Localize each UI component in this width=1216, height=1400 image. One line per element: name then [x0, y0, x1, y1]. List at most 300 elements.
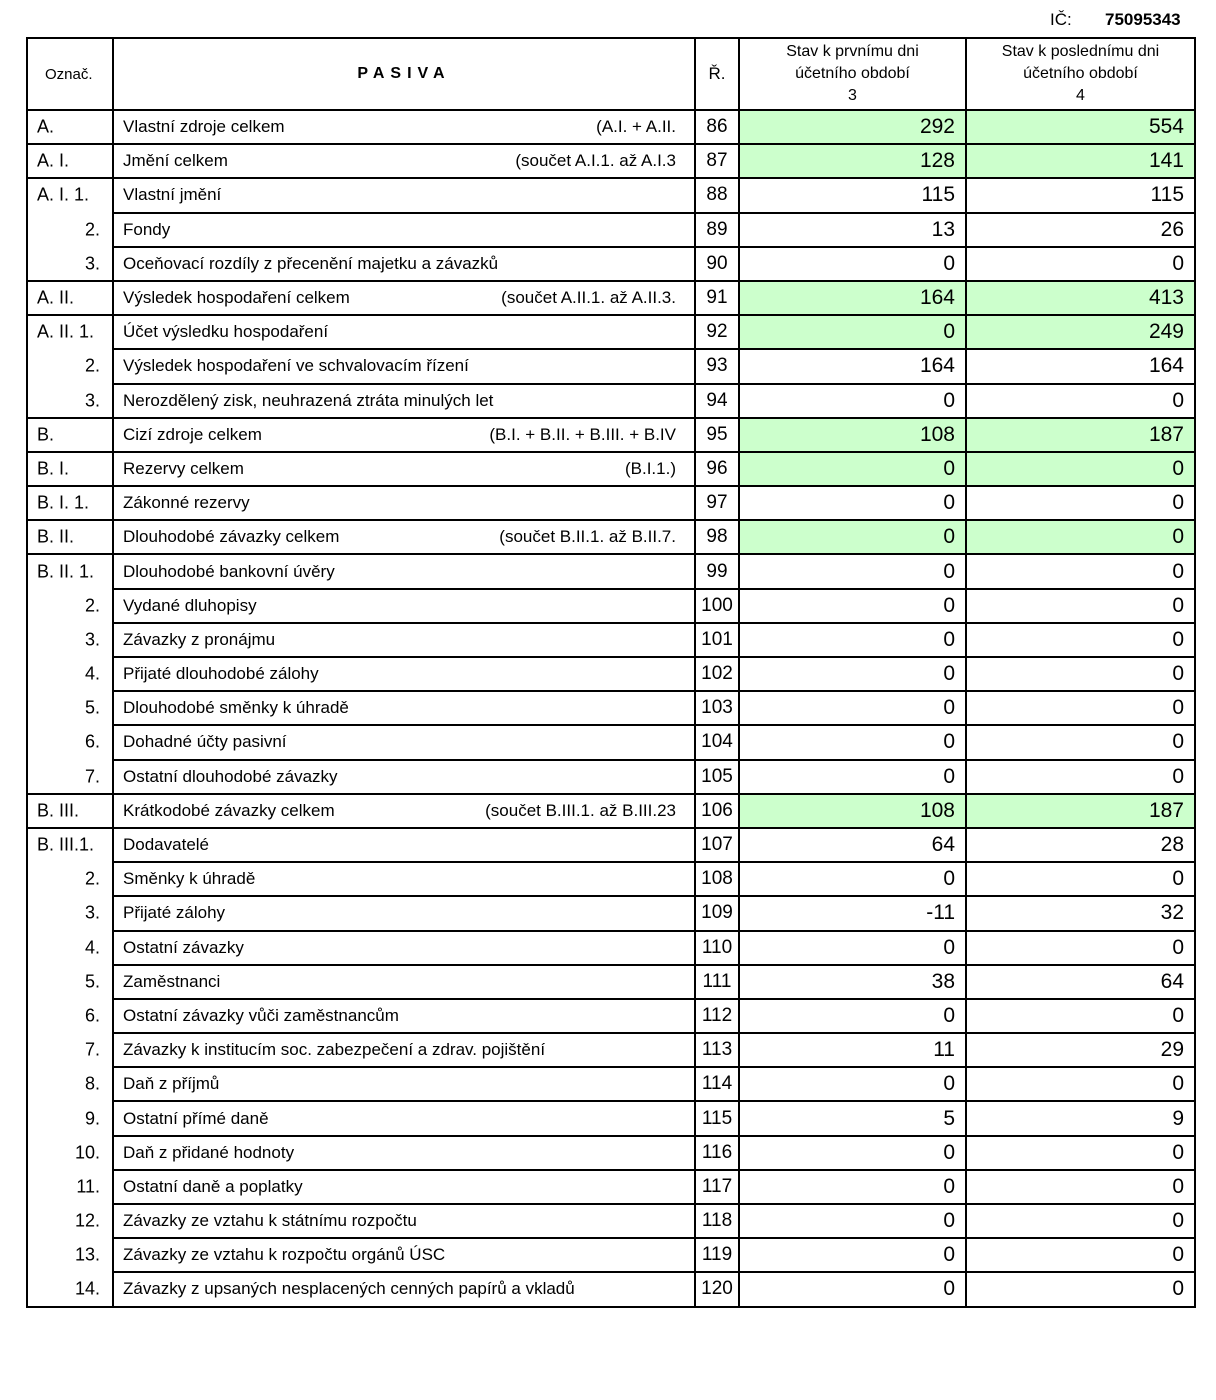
ic-label: IČ: — [1050, 10, 1072, 29]
value-last-day: 0 — [966, 452, 1195, 486]
row-designation — [27, 1101, 113, 1135]
row-designation — [27, 794, 113, 828]
row-formula: (B.I. + B.II. + B.III. + B.IV — [489, 424, 676, 444]
value-last-day: 0 — [966, 1238, 1195, 1272]
row-name-cell — [113, 520, 695, 554]
pasiva-table — [26, 37, 1196, 1308]
value-last-day: 141 — [966, 144, 1195, 178]
row-number: 107 — [695, 828, 739, 862]
designation-main: B. III. — [37, 800, 80, 821]
row-name-cell — [113, 1033, 695, 1067]
row-name: Cizí zdroje celkem — [123, 424, 262, 444]
header-col4-number: 4 — [1076, 87, 1085, 104]
row-designation — [27, 1067, 113, 1101]
table-row — [27, 1101, 1195, 1135]
value-last-day: 9 — [966, 1101, 1195, 1135]
row-number: 103 — [695, 691, 739, 725]
row-formula: (součet A.I.1. až A.I.3 — [515, 151, 676, 171]
row-name-cell — [113, 1101, 695, 1135]
row-designation — [27, 213, 113, 247]
value-first-day: 0 — [739, 1204, 966, 1238]
value-last-day: 0 — [966, 691, 1195, 725]
table-row — [27, 554, 1195, 588]
row-number: 112 — [695, 999, 739, 1033]
row-name-cell — [113, 1067, 695, 1101]
row-number: 91 — [695, 281, 739, 315]
header-row-number: Ř. — [695, 38, 739, 110]
row-name-cell — [113, 486, 695, 520]
value-first-day: 11 — [739, 1033, 966, 1067]
designation-main: A. I. 1. — [37, 184, 90, 205]
row-name-cell — [113, 554, 695, 588]
designation-sub: 7. — [84, 766, 100, 787]
row-name: Dohadné účty pasivní — [123, 732, 287, 752]
table-row — [27, 349, 1195, 383]
value-last-day: 0 — [966, 1067, 1195, 1101]
row-designation — [27, 589, 113, 623]
value-first-day: 0 — [739, 760, 966, 794]
row-formula: (součet B.II.1. až B.II.7. — [499, 527, 676, 547]
value-first-day: 164 — [739, 281, 966, 315]
value-last-day: 0 — [966, 657, 1195, 691]
table-row — [27, 1204, 1195, 1238]
header-col4 — [966, 38, 1195, 110]
row-name-cell — [113, 315, 695, 349]
ic-field — [1050, 10, 1181, 30]
row-name: Dlouhodobé závazky celkem — [123, 527, 340, 547]
designation-main: B. I. 1. — [37, 492, 90, 513]
value-last-day: 0 — [966, 1170, 1195, 1204]
row-name-cell — [113, 862, 695, 896]
row-designation — [27, 828, 113, 862]
row-designation — [27, 1238, 113, 1272]
table-row — [27, 1067, 1195, 1101]
row-number: 98 — [695, 520, 739, 554]
row-name-cell — [113, 1204, 695, 1238]
row-name-cell — [113, 760, 695, 794]
row-designation — [27, 1136, 113, 1170]
value-last-day: 0 — [966, 486, 1195, 520]
row-name: Výsledek hospodaření ve schvalovacím řízení — [123, 356, 469, 376]
row-name: Závazky ze vztahu k rozpočtu orgánů ÚSC — [123, 1245, 446, 1265]
value-first-day: 128 — [739, 144, 966, 178]
row-number: 88 — [695, 178, 739, 212]
row-name: Závazky k institucím soc. zabezpečení a zdrav. pojištění — [123, 1040, 546, 1060]
row-designation — [27, 965, 113, 999]
row-designation — [27, 418, 113, 452]
row-formula: (B.I.1.) — [624, 458, 676, 478]
row-name: Zaměstnanci — [123, 971, 221, 991]
row-name-cell — [113, 691, 695, 725]
designation-sub: 11. — [76, 1176, 100, 1197]
value-first-day: 0 — [739, 520, 966, 554]
designation-sub: 3. — [84, 902, 100, 923]
table-row — [27, 691, 1195, 725]
row-name: Ostatní závazky vůči zaměstnancům — [123, 1005, 399, 1025]
row-name: Ostatní dlouhodobé závazky — [123, 766, 338, 786]
header-col3-line2: účetního období — [795, 65, 910, 82]
table-row — [27, 965, 1195, 999]
row-name-cell — [113, 657, 695, 691]
row-name: Ostatní přímé daně — [123, 1108, 269, 1128]
table-header-row — [27, 38, 1195, 110]
row-name: Vlastní zdroje celkem — [123, 117, 285, 137]
row-designation — [27, 691, 113, 725]
row-name-cell — [113, 589, 695, 623]
row-name: Vlastní jmění — [123, 185, 222, 205]
value-last-day: 0 — [966, 725, 1195, 759]
row-designation — [27, 520, 113, 554]
row-name: Závazky z pronájmu — [123, 629, 276, 649]
row-name: Ostatní daně a poplatky — [123, 1176, 303, 1196]
designation-main: B. I. — [37, 458, 70, 479]
value-last-day: 64 — [966, 965, 1195, 999]
designation-sub: 2. — [84, 868, 100, 889]
designation-sub: 5. — [84, 697, 100, 718]
designation-sub: 4. — [84, 663, 100, 684]
designation-sub: 14. — [74, 1278, 100, 1299]
row-number: 117 — [695, 1170, 739, 1204]
designation-main: A. II. 1. — [37, 321, 95, 342]
header-col4-line1: Stav k poslednímu dni — [1001, 43, 1160, 60]
designation-main: B. II. — [37, 526, 75, 547]
row-designation — [27, 315, 113, 349]
value-last-day: 0 — [966, 589, 1195, 623]
designation-main: A. I. — [37, 150, 70, 171]
table-row — [27, 520, 1195, 554]
row-designation — [27, 725, 113, 759]
value-last-day: 29 — [966, 1033, 1195, 1067]
row-designation — [27, 1204, 113, 1238]
row-number: 120 — [695, 1272, 739, 1306]
table-row — [27, 213, 1195, 247]
row-number: 102 — [695, 657, 739, 691]
row-designation — [27, 281, 113, 315]
table-row — [27, 896, 1195, 930]
row-number: 113 — [695, 1033, 739, 1067]
value-last-day: 0 — [966, 1204, 1195, 1238]
value-first-day: 0 — [739, 554, 966, 588]
value-first-day: 0 — [739, 623, 966, 657]
value-first-day: 108 — [739, 418, 966, 452]
row-designation — [27, 349, 113, 383]
table-row — [27, 1272, 1195, 1306]
value-last-day: 0 — [966, 623, 1195, 657]
value-first-day: 0 — [739, 999, 966, 1033]
table-row — [27, 1033, 1195, 1067]
row-name-cell — [113, 896, 695, 930]
ic-value: 75095343 — [1105, 10, 1181, 29]
value-last-day: 164 — [966, 349, 1195, 383]
row-name: Přijaté dlouhodobé zálohy — [123, 664, 319, 684]
row-name-cell — [113, 794, 695, 828]
value-first-day: 0 — [739, 486, 966, 520]
value-first-day: 292 — [739, 110, 966, 144]
table-row — [27, 418, 1195, 452]
row-designation — [27, 1170, 113, 1204]
value-first-day: 0 — [739, 1136, 966, 1170]
table-row — [27, 452, 1195, 486]
value-first-day: 64 — [739, 828, 966, 862]
table-row — [27, 999, 1195, 1033]
designation-sub: 5. — [84, 971, 100, 992]
row-number: 115 — [695, 1101, 739, 1135]
header-oznac: Označ. — [27, 38, 113, 110]
row-name: Vydané dluhopisy — [123, 595, 257, 615]
row-designation — [27, 1272, 113, 1306]
designation-sub: 7. — [84, 1039, 100, 1060]
table-row — [27, 589, 1195, 623]
row-name-cell — [113, 828, 695, 862]
row-name: Krátkodobé závazky celkem — [123, 800, 335, 820]
designation-sub: 2. — [84, 595, 100, 616]
row-name-cell — [113, 999, 695, 1033]
table-row — [27, 828, 1195, 862]
designation-sub: 3. — [84, 390, 100, 411]
row-designation — [27, 554, 113, 588]
designation-sub: 8. — [84, 1073, 100, 1094]
table-row — [27, 623, 1195, 657]
designation-sub: 2. — [84, 219, 100, 240]
header-col4-line2: účetního období — [1023, 65, 1138, 82]
row-name: Závazky z upsaných nesplacených cenných papírů a vkladů — [123, 1279, 575, 1299]
table-row — [27, 247, 1195, 281]
row-name: Daň z příjmů — [123, 1074, 220, 1094]
value-first-day: 5 — [739, 1101, 966, 1135]
table-row — [27, 110, 1195, 144]
value-first-day: 108 — [739, 794, 966, 828]
row-number: 118 — [695, 1204, 739, 1238]
table-row — [27, 486, 1195, 520]
table-row — [27, 760, 1195, 794]
row-designation — [27, 896, 113, 930]
row-name: Oceňovací rozdíly z přecenění majetku a závazků — [123, 253, 499, 273]
table-row — [27, 144, 1195, 178]
row-number: 97 — [695, 486, 739, 520]
row-designation — [27, 452, 113, 486]
designation-sub: 13. — [74, 1244, 100, 1265]
row-number: 116 — [695, 1136, 739, 1170]
row-name: Přijaté zálohy — [123, 903, 226, 923]
value-last-day: 187 — [966, 418, 1195, 452]
value-last-day: 115 — [966, 178, 1195, 212]
row-name-cell — [113, 1136, 695, 1170]
row-designation — [27, 760, 113, 794]
row-number: 94 — [695, 384, 739, 418]
value-first-day: 38 — [739, 965, 966, 999]
value-last-day: 554 — [966, 110, 1195, 144]
value-first-day: 0 — [739, 247, 966, 281]
value-first-day: 0 — [739, 1272, 966, 1306]
row-designation — [27, 178, 113, 212]
row-name-cell — [113, 349, 695, 383]
row-number: 109 — [695, 896, 739, 930]
value-first-day: 0 — [739, 1170, 966, 1204]
row-formula: (součet B.III.1. až B.III.23 — [485, 800, 676, 820]
header-col3-number: 3 — [848, 87, 857, 104]
header-col3 — [739, 38, 966, 110]
value-last-day: 0 — [966, 999, 1195, 1033]
value-first-day: 164 — [739, 349, 966, 383]
value-first-day: -11 — [739, 896, 966, 930]
value-first-day: 0 — [739, 384, 966, 418]
row-number: 111 — [695, 965, 739, 999]
row-designation — [27, 931, 113, 965]
designation-sub: 3. — [84, 629, 100, 650]
row-name-cell — [113, 1170, 695, 1204]
row-name: Dodavatelé — [123, 835, 210, 855]
row-designation — [27, 384, 113, 418]
value-last-day: 0 — [966, 247, 1195, 281]
row-number: 92 — [695, 315, 739, 349]
table-row — [27, 281, 1195, 315]
row-designation — [27, 862, 113, 896]
row-name: Směnky k úhradě — [123, 869, 256, 889]
table-row — [27, 384, 1195, 418]
row-name-cell — [113, 931, 695, 965]
row-designation — [27, 486, 113, 520]
table-row — [27, 1170, 1195, 1204]
designation-main: A. II. — [37, 287, 75, 308]
value-first-day: 0 — [739, 315, 966, 349]
row-name-cell — [113, 281, 695, 315]
designation-sub: 4. — [84, 937, 100, 958]
designation-sub: 9. — [84, 1108, 100, 1129]
row-formula: (součet A.II.1. až A.II.3. — [501, 288, 676, 308]
row-name-cell — [113, 178, 695, 212]
value-first-day: 0 — [739, 862, 966, 896]
designation-main: B. II. 1. — [37, 561, 95, 582]
value-last-day: 413 — [966, 281, 1195, 315]
row-name: Závazky ze vztahu k státnímu rozpočtu — [123, 1211, 417, 1231]
row-number: 99 — [695, 554, 739, 588]
value-last-day: 249 — [966, 315, 1195, 349]
row-number: 106 — [695, 794, 739, 828]
row-number: 108 — [695, 862, 739, 896]
row-designation — [27, 1033, 113, 1067]
row-number: 119 — [695, 1238, 739, 1272]
designation-sub: 3. — [84, 253, 100, 274]
row-name-cell — [113, 965, 695, 999]
row-name: Daň z přidané hodnoty — [123, 1142, 295, 1162]
value-last-day: 0 — [966, 384, 1195, 418]
value-last-day: 0 — [966, 931, 1195, 965]
value-first-day: 0 — [739, 725, 966, 759]
row-number: 104 — [695, 725, 739, 759]
row-name-cell — [113, 110, 695, 144]
designation-sub: 6. — [84, 1005, 100, 1026]
table-row — [27, 315, 1195, 349]
row-name: Výsledek hospodaření celkem — [123, 288, 350, 308]
row-name-cell — [113, 144, 695, 178]
row-name-cell — [113, 452, 695, 486]
value-last-day: 0 — [966, 862, 1195, 896]
row-name: Nerozdělený zisk, neuhrazená ztráta minulých let — [123, 390, 494, 410]
row-name: Dlouhodobé bankovní úvěry — [123, 561, 335, 581]
table-row — [27, 862, 1195, 896]
row-number: 105 — [695, 760, 739, 794]
value-first-day: 0 — [739, 452, 966, 486]
value-last-day: 0 — [966, 760, 1195, 794]
row-number: 87 — [695, 144, 739, 178]
row-name-cell — [113, 725, 695, 759]
row-name-cell — [113, 213, 695, 247]
value-first-day: 13 — [739, 213, 966, 247]
value-last-day: 0 — [966, 554, 1195, 588]
value-last-day: 0 — [966, 520, 1195, 554]
row-name-cell — [113, 1272, 695, 1306]
value-first-day: 0 — [739, 931, 966, 965]
designation-sub: 2. — [84, 355, 100, 376]
table-row — [27, 178, 1195, 212]
designation-main: A. — [37, 116, 55, 137]
table-row — [27, 725, 1195, 759]
value-first-day: 0 — [739, 589, 966, 623]
row-number: 110 — [695, 931, 739, 965]
row-name-cell — [113, 623, 695, 657]
designation-sub: 12. — [74, 1210, 100, 1231]
row-designation — [27, 623, 113, 657]
row-number: 95 — [695, 418, 739, 452]
value-first-day: 0 — [739, 1238, 966, 1272]
designation-main: B. — [37, 424, 55, 445]
designation-main: B. III.1. — [37, 834, 95, 855]
value-first-day: 0 — [739, 1067, 966, 1101]
row-number: 114 — [695, 1067, 739, 1101]
row-number: 101 — [695, 623, 739, 657]
row-number: 89 — [695, 213, 739, 247]
value-first-day: 115 — [739, 178, 966, 212]
row-name: Jmění celkem — [123, 151, 228, 171]
value-last-day: 32 — [966, 896, 1195, 930]
value-last-day: 0 — [966, 1136, 1195, 1170]
header-col3-line1: Stav k prvnímu dni — [786, 43, 919, 60]
value-last-day: 28 — [966, 828, 1195, 862]
row-designation — [27, 657, 113, 691]
row-number: 93 — [695, 349, 739, 383]
value-last-day: 26 — [966, 213, 1195, 247]
row-formula: (A.I. + A.II. — [596, 117, 676, 137]
row-designation — [27, 144, 113, 178]
designation-sub: 10. — [74, 1142, 100, 1163]
row-number: 100 — [695, 589, 739, 623]
row-name: Rezervy celkem — [123, 458, 244, 478]
row-name: Zákonné rezervy — [123, 493, 250, 513]
row-name-cell — [113, 384, 695, 418]
value-last-day: 0 — [966, 1272, 1195, 1306]
row-name: Dlouhodobé směnky k úhradě — [123, 698, 349, 718]
row-name-cell — [113, 418, 695, 452]
row-number: 90 — [695, 247, 739, 281]
row-name: Ostatní závazky — [123, 937, 244, 957]
value-first-day: 0 — [739, 657, 966, 691]
table-row — [27, 931, 1195, 965]
row-designation — [27, 999, 113, 1033]
row-name: Fondy — [123, 219, 171, 239]
row-name-cell — [113, 247, 695, 281]
row-number: 96 — [695, 452, 739, 486]
table-row — [27, 657, 1195, 691]
table-row — [27, 1136, 1195, 1170]
header-pasiva: PASIVA — [113, 38, 695, 110]
row-designation — [27, 110, 113, 144]
designation-sub: 6. — [84, 731, 100, 752]
row-number: 86 — [695, 110, 739, 144]
row-name-cell — [113, 1238, 695, 1272]
value-first-day: 0 — [739, 691, 966, 725]
table-row — [27, 794, 1195, 828]
row-name: Účet výsledku hospodaření — [123, 322, 329, 342]
